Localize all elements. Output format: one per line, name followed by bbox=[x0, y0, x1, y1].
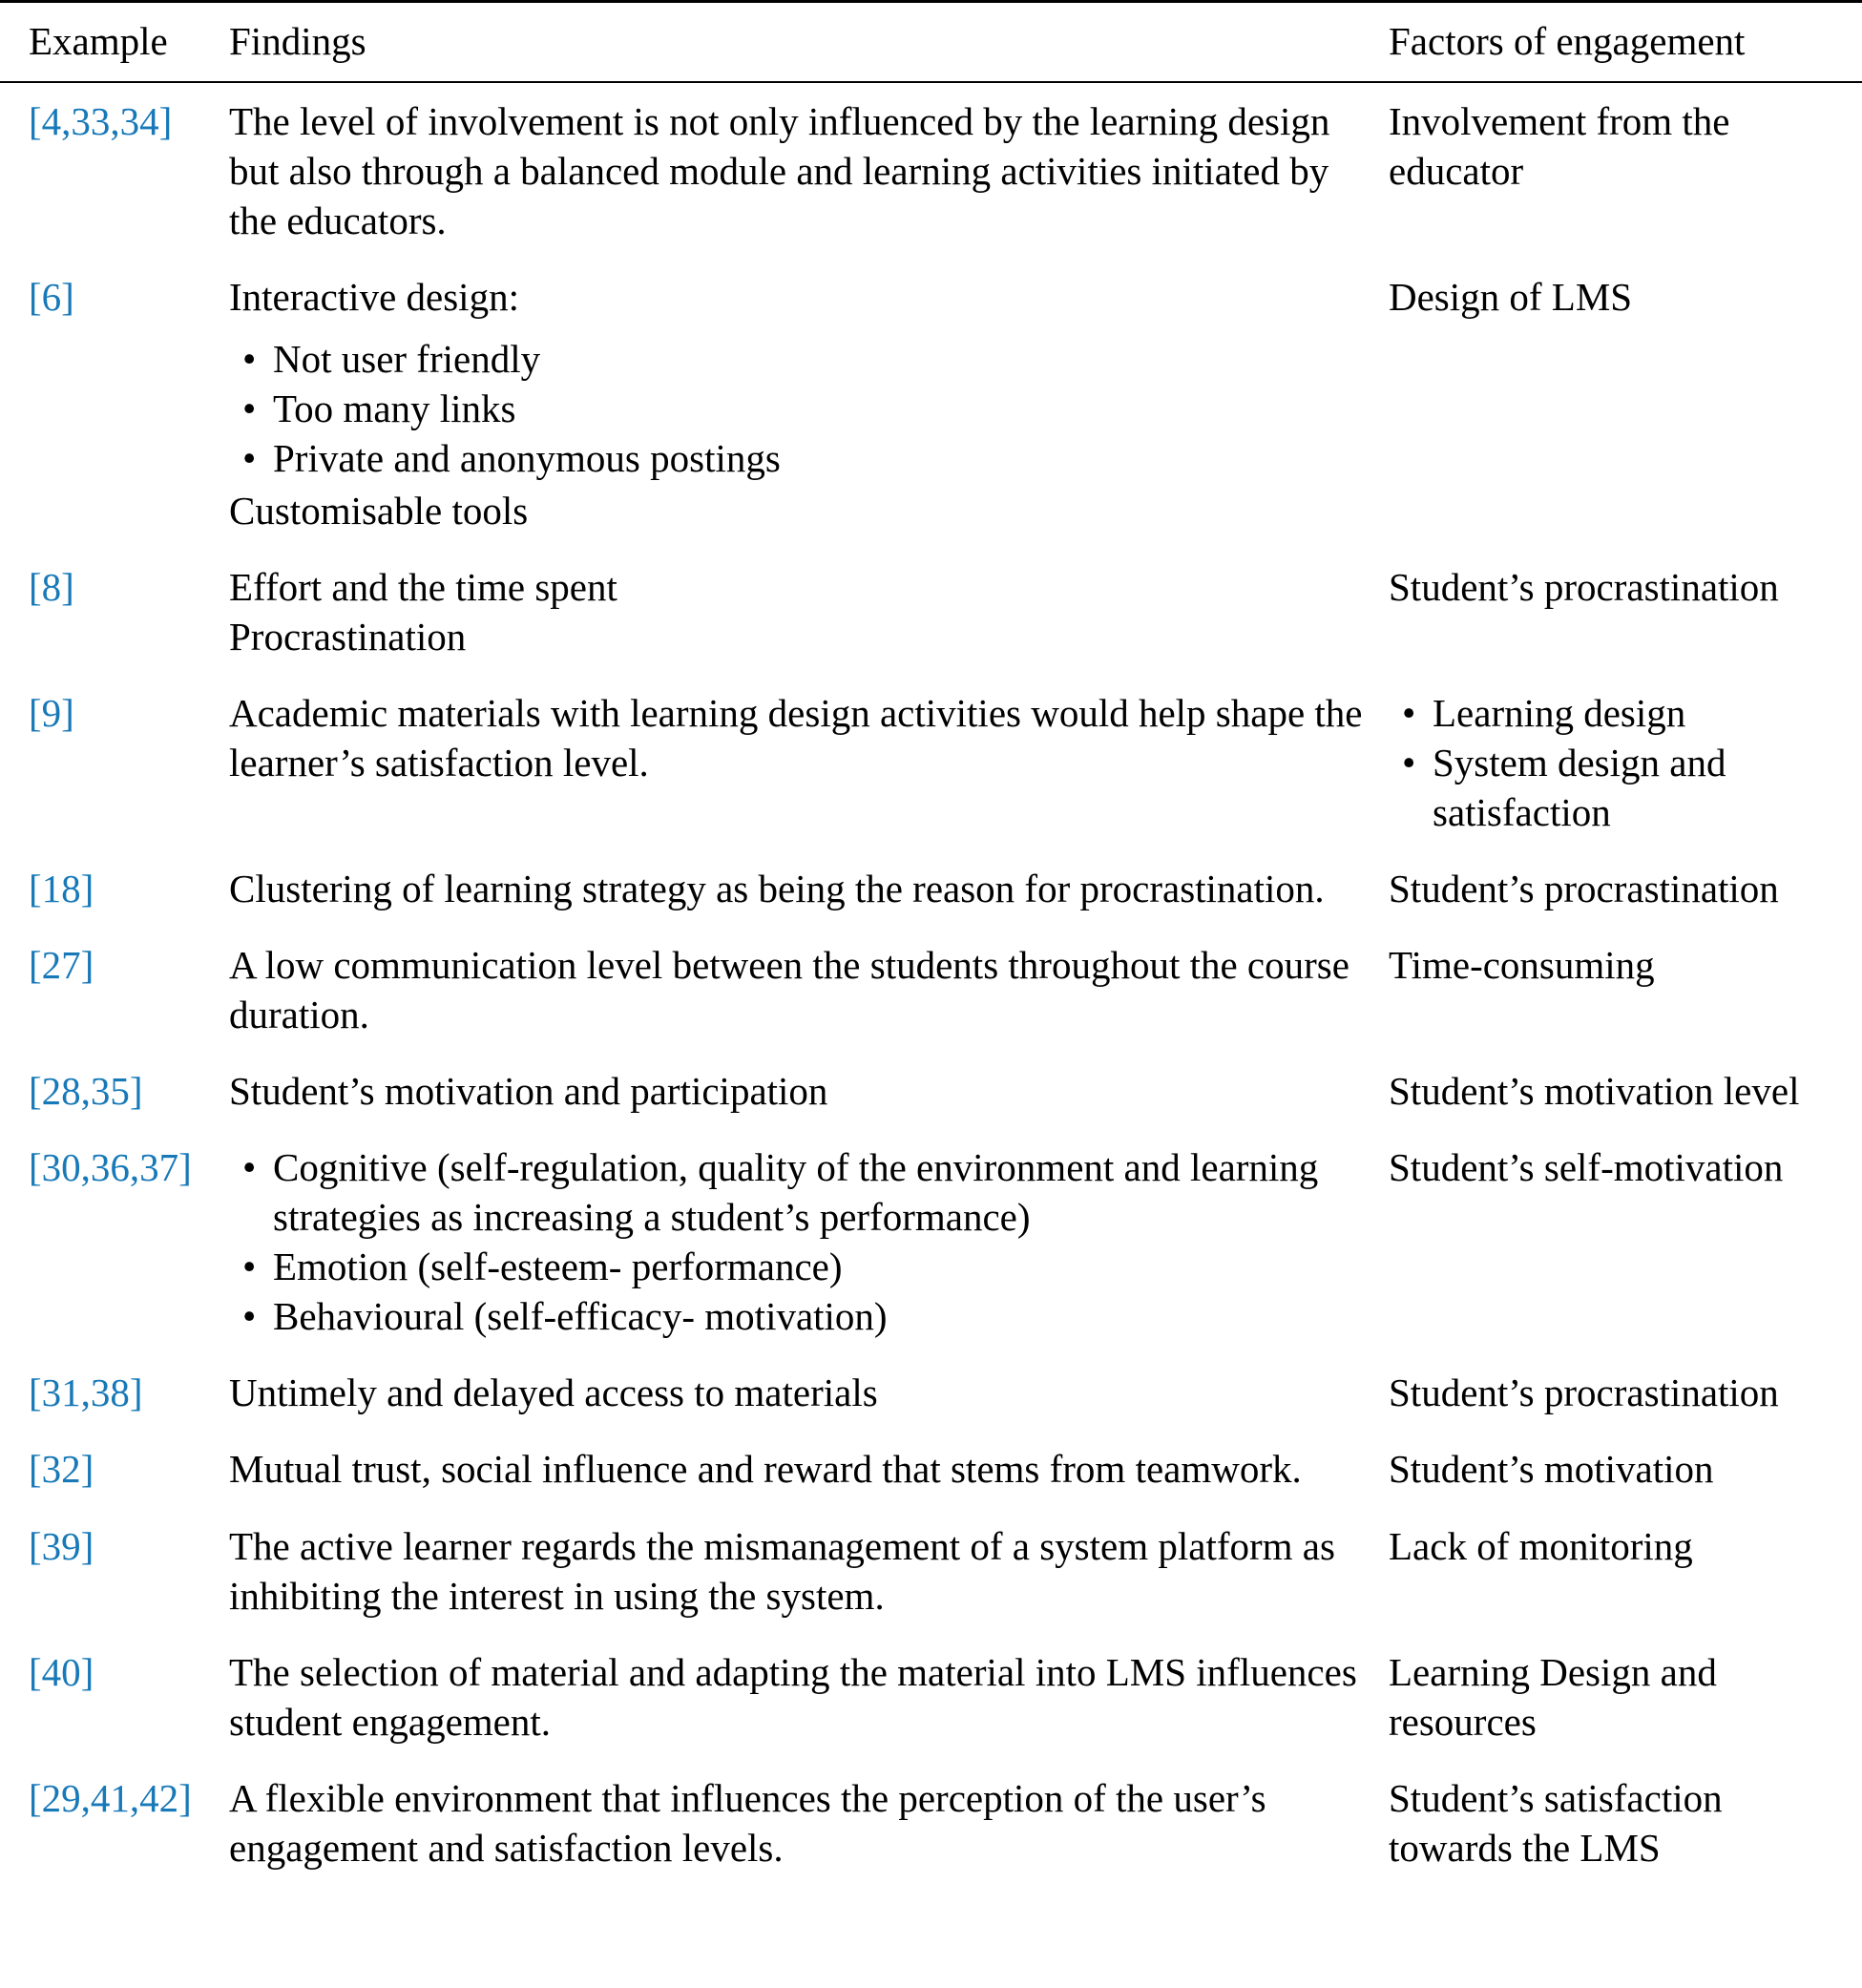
citation-link[interactable]: [28,35] bbox=[29, 1069, 143, 1114]
text-block: Student’s motivation level bbox=[1389, 1069, 1800, 1114]
text-block: The active learner regards the mismanagement of a system platform as inhibiting the interest in using the system. bbox=[229, 1523, 1335, 1618]
example-cell bbox=[29, 562, 229, 661]
bullet-text: Not user friendly bbox=[273, 337, 541, 382]
table-row bbox=[0, 1431, 1862, 1507]
bullet-text: Learning design bbox=[1433, 690, 1686, 735]
bullet-item bbox=[229, 384, 1375, 433]
citation-link[interactable]: [6] bbox=[29, 275, 74, 320]
findings-cell bbox=[229, 864, 1389, 913]
text-block: The level of involvement is not only influenced by the learning design but also through a balanced module and learning activities initiated by the educators. bbox=[229, 99, 1330, 243]
bullet-item bbox=[1389, 738, 1852, 837]
factors-cell bbox=[1389, 688, 1852, 837]
bullet-item bbox=[229, 1142, 1375, 1242]
bullet-icon: • bbox=[1402, 690, 1416, 735]
text-block: Student’s procrastination bbox=[1389, 866, 1779, 910]
text-block: A flexible environment that influences the perception of the user’s engagement and satisfaction levels. bbox=[229, 1775, 1266, 1870]
bullet-list bbox=[1389, 688, 1852, 837]
bullet-text: Behavioural (self-efficacy- motivation) bbox=[273, 1294, 888, 1339]
factors-cell bbox=[1389, 1142, 1852, 1341]
example-cell bbox=[29, 864, 229, 913]
text-block: Customisable tools bbox=[229, 488, 529, 533]
text-block: Student’s motivation bbox=[1389, 1447, 1714, 1492]
bullet-item bbox=[229, 1242, 1375, 1291]
text-block: Time-consuming bbox=[1389, 942, 1655, 987]
table-row bbox=[0, 927, 1862, 1053]
factors-cell bbox=[1389, 940, 1852, 1039]
factors-cell bbox=[1389, 1647, 1852, 1747]
citation-link[interactable]: [31,38] bbox=[29, 1371, 143, 1415]
factors-cell bbox=[1389, 1444, 1852, 1494]
text-block: The selection of material and adapting the material into LMS influences student engagement. bbox=[229, 1649, 1357, 1744]
example-cell bbox=[29, 688, 229, 837]
text-block: Student’s motivation and participation bbox=[229, 1069, 828, 1114]
example-cell bbox=[29, 940, 229, 1039]
table-row bbox=[0, 549, 1862, 675]
table-row bbox=[0, 83, 1862, 259]
citation-link[interactable]: [27] bbox=[29, 942, 94, 987]
factors-cell bbox=[1389, 1368, 1852, 1417]
citation-link[interactable]: [39] bbox=[29, 1523, 94, 1568]
column-header-factors: Factors of engagement bbox=[1389, 19, 1746, 63]
factors-cell bbox=[1389, 562, 1852, 661]
table-row bbox=[0, 1053, 1862, 1129]
example-cell bbox=[29, 1521, 229, 1621]
bullet-list bbox=[229, 1142, 1375, 1341]
column-header-findings: Findings bbox=[229, 19, 366, 63]
column-header-example: Example bbox=[29, 19, 168, 63]
citation-link[interactable]: [4,33,34] bbox=[29, 99, 173, 144]
table-row bbox=[0, 1508, 1862, 1634]
bullet-icon: • bbox=[242, 1245, 257, 1289]
factors-cell bbox=[1389, 96, 1852, 245]
findings-cell bbox=[229, 1368, 1389, 1417]
factors-cell bbox=[1389, 272, 1852, 534]
citation-link[interactable]: [40] bbox=[29, 1649, 94, 1694]
example-cell bbox=[29, 96, 229, 245]
example-cell bbox=[29, 1142, 229, 1341]
text-block: Student’s satisfaction towards the LMS bbox=[1389, 1775, 1723, 1870]
factors-cell bbox=[1389, 1773, 1852, 1873]
citation-link[interactable]: [8] bbox=[29, 564, 74, 609]
table-row bbox=[0, 850, 1862, 927]
citation-link[interactable]: [32] bbox=[29, 1447, 94, 1492]
findings-cell bbox=[229, 1066, 1389, 1116]
text-block: Untimely and delayed access to materials bbox=[229, 1371, 878, 1415]
citation-link[interactable]: [29,41,42] bbox=[29, 1775, 192, 1820]
example-cell bbox=[29, 1066, 229, 1116]
findings-cell bbox=[229, 272, 1389, 534]
text-block: Design of LMS bbox=[1389, 275, 1633, 320]
citation-link[interactable]: [9] bbox=[29, 690, 74, 735]
findings-cell bbox=[229, 1521, 1389, 1621]
findings-cell bbox=[229, 1773, 1389, 1873]
example-cell bbox=[29, 1647, 229, 1747]
bullet-text: Cognitive (self-regulation, quality of the environment and learning strategies as increasing a student’s performance) bbox=[273, 1145, 1319, 1240]
bullet-icon: • bbox=[242, 436, 257, 481]
findings-cell bbox=[229, 562, 1389, 661]
citation-link[interactable]: [18] bbox=[29, 866, 94, 910]
example-cell bbox=[29, 272, 229, 534]
table-row bbox=[0, 259, 1862, 548]
findings-cell bbox=[229, 688, 1389, 837]
example-cell bbox=[29, 1368, 229, 1417]
text-block: Mutual trust, social influence and reward that stems from teamwork. bbox=[229, 1447, 1302, 1492]
text-block: Clustering of learning strategy as being the reason for procrastination. bbox=[229, 866, 1325, 910]
citation-link[interactable]: [30,36,37] bbox=[29, 1145, 192, 1190]
bullet-item bbox=[1389, 688, 1852, 738]
findings-cell bbox=[229, 940, 1389, 1039]
example-cell bbox=[29, 1773, 229, 1873]
bullet-icon: • bbox=[242, 387, 257, 431]
table-row bbox=[0, 1634, 1862, 1760]
table-row bbox=[0, 1129, 1862, 1354]
table-body bbox=[0, 83, 1862, 1886]
bullet-text: Private and anonymous postings bbox=[273, 436, 781, 481]
bullet-icon: • bbox=[242, 337, 257, 382]
table-row bbox=[0, 1760, 1862, 1886]
text-block: Procrastination bbox=[229, 614, 467, 659]
findings-cell bbox=[229, 96, 1389, 245]
text-block: Involvement from the educator bbox=[1389, 99, 1730, 194]
bullet-item bbox=[229, 433, 1375, 483]
text-block: A low communication level between the students throughout the course duration. bbox=[229, 942, 1349, 1036]
text-block: Student’s procrastination bbox=[1389, 564, 1779, 609]
findings-cell bbox=[229, 1444, 1389, 1494]
table-header bbox=[0, 0, 1862, 83]
text-block: Student’s procrastination bbox=[1389, 1371, 1779, 1415]
text-block: Lack of monitoring bbox=[1389, 1523, 1693, 1568]
bullet-text: Too many links bbox=[273, 387, 516, 431]
bullet-icon: • bbox=[1402, 740, 1416, 785]
bullet-item bbox=[229, 334, 1375, 384]
bullet-text: System design and satisfaction bbox=[1433, 740, 1726, 834]
bullet-item bbox=[229, 1291, 1375, 1341]
text-block: Academic materials with learning design activities would help shape the learner’s satisfaction level. bbox=[229, 690, 1363, 785]
example-cell bbox=[29, 1444, 229, 1494]
table-row bbox=[0, 675, 1862, 850]
bullet-list bbox=[229, 334, 1375, 483]
bullet-icon: • bbox=[242, 1145, 257, 1190]
text-block: Learning Design and resources bbox=[1389, 1649, 1717, 1744]
text-block: Student’s self-motivation bbox=[1389, 1145, 1784, 1190]
factors-cell bbox=[1389, 864, 1852, 913]
findings-cell bbox=[229, 1647, 1389, 1747]
bullet-icon: • bbox=[242, 1294, 257, 1339]
factors-cell bbox=[1389, 1066, 1852, 1116]
table-row bbox=[0, 1354, 1862, 1431]
text-block: Interactive design: bbox=[229, 275, 519, 320]
factors-cell bbox=[1389, 1521, 1852, 1621]
bullet-text: Emotion (self-esteem- performance) bbox=[273, 1245, 843, 1289]
findings-cell bbox=[229, 1142, 1389, 1341]
text-block: Effort and the time spent bbox=[229, 564, 617, 609]
